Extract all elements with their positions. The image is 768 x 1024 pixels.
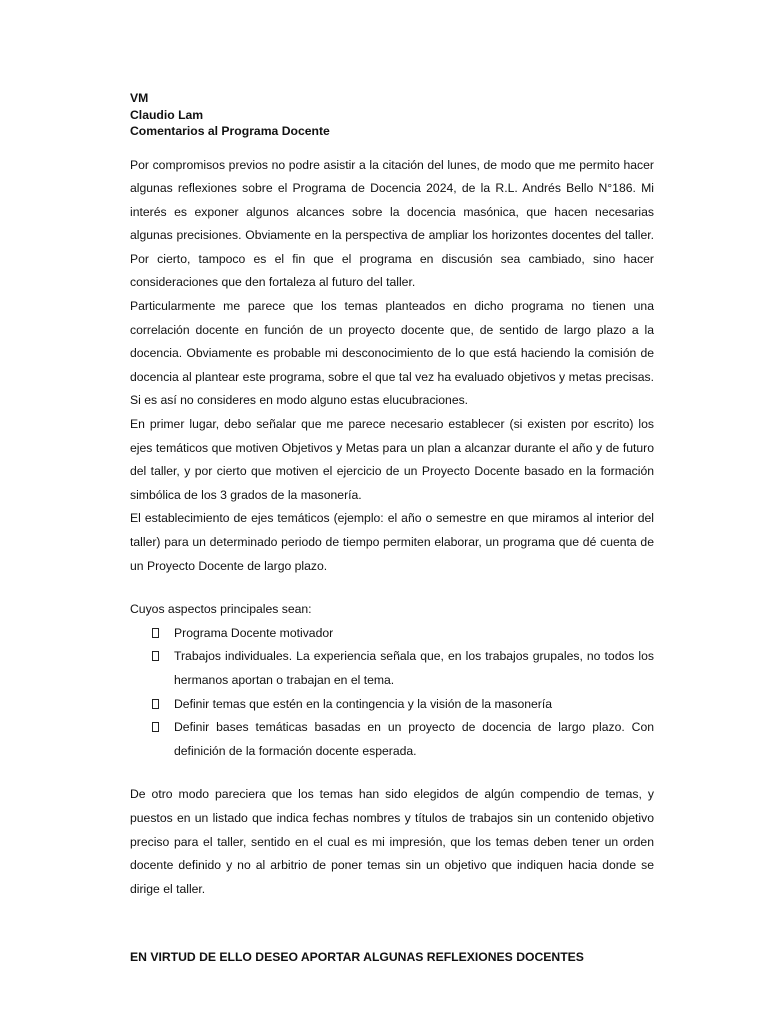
closing-heading: EN VIRTUD DE ELLO DESEO APORTAR ALGUNAS REFLEXIONES DOCENTES [130,950,584,965]
list-item [130,716,654,763]
list-item-text: Programa Docente motivador [174,625,334,640]
list-item-text: Trabajos individuales. La experiencia señala que, en los trabajos grupales, no todos los hermanos aportan o trabajan en el tema. [174,649,654,687]
list-item-text: Definir bases temáticas basadas en un proyecto de docencia de largo plazo. Con definición de la formación docente esperada. [174,720,654,758]
list-item-text: Definir temas que estén en la contingencia y la visión de la masonería [174,696,553,711]
bullet-box-icon [152,722,159,732]
paragraph-2: Particularmente me parece que los temas planteados en dicho programa no tienen una correlación docente en función de un proyecto docente que, de sentido de largo plazo a la docencia. Obviamente es probable mi desconocimiento de lo que está haciendo la comisión de docencia al plantear este programa, sobre el que tal vez ha evaluado objetivos y metas precisas. Si es así no consideres en modo alguno estas elucubraciones. [130,299,654,408]
bullet-box-icon [152,699,159,709]
bullet-box-icon [152,651,159,661]
header-title: Comentarios al Programa Docente [130,124,330,138]
paragraph-after-list: De otro modo pareciera que los temas han sido elegidos de algún compendio de temas, y puestos en un listado que indica fechas nombres y títulos de trabajos sin un contenido objetivo preciso para el taller, sentido en el cual es mi impresión, que los temas deben tener un orden docente definido y no al arbitrio de poner temas sin un objetivo que indiquen hacia donde se dirige el taller. [130,787,654,896]
list-item [130,645,654,692]
bullet-box-icon [152,628,159,638]
list-intro: Cuyos aspectos principales sean: [130,602,312,617]
header-author: Claudio Lam [130,107,204,122]
paragraph-4: El establecimiento de ejes temáticos (ejemplo: el año o semestre en que miramos al interior del taller) para un determinado periodo de tiempo permiten elaborar, un programa que dé cuenta de un Proyecto Docente de largo plazo. [130,511,654,573]
paragraph-1: Por compromisos previos no podre asistir a la citación del lunes, de modo que me permito hacer algunas reflexiones sobre el Programa de Docencia 2024, de la R.L. Andrés Bello N°186. Mi interés es exponer algunos alcances sobre la docencia masónica, que hacen necesarias algunas precisiones. Obviamente en la perspectiva de ampliar los horizontes docentes del taller. Por cierto, tampoco es el fin que el programa en discusión sea cambiado, sino hacer consideraciones que den fortaleza al futuro del taller. [130,157,654,290]
document-body [130,90,654,979]
paragraph-3: En primer lugar, debo señalar que me parece necesario establecer (si existen por escrito) los ejes temáticos que motiven Objetivos y Metas para un plan a alcanzar durante el año y de futuro del taller, y por cierto que motiven el ejercicio de un Proyecto Docente basado en la formación simbólica de los 3 grados de la masonería. [130,417,654,502]
list-item [130,622,654,646]
aspects-list [130,622,654,764]
header-initials: VM [130,91,149,105]
list-item [130,693,654,717]
